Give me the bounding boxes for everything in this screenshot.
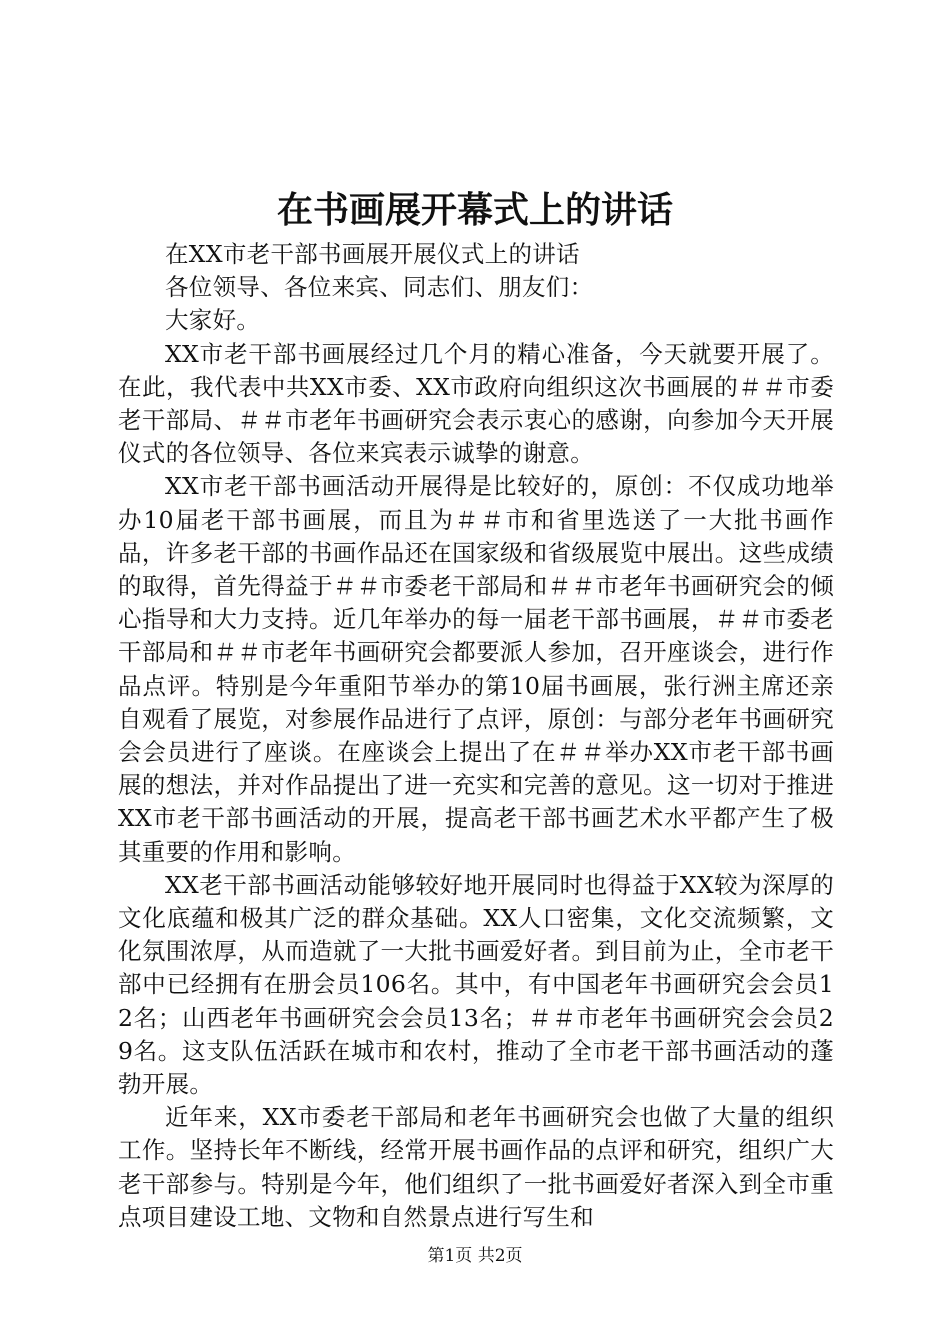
body-paragraph: XX市老干部书画展经过几个月的精心准备，今天就要开展了。在此，我代表中共XX市委、XX市政府向组织这次书画展的＃＃市委老干部局、＃＃市老年书画研究会表示衷心的感谢，向参加今天开展仪式的各位领导、各位来宾表示诚挚的谢意。 <box>118 339 834 468</box>
greeting: 大家好。 <box>165 306 261 335</box>
document-title: 在书画展开幕式上的讲话 <box>276 189 673 231</box>
speech-heading: 在XX市老干部书画展开展仪式上的讲话 <box>165 240 580 268</box>
salutation: 各位领导、各位来宾、同志们、朋友们： <box>165 273 594 302</box>
body-paragraph: 近年来，XX市委老干部局和老年书画研究会也做了大量的组织工作。坚持长年不断线，经常开展书画作品的点评和研究，组织广大老干部参与。特别是今年，他们组织了一批书画爱好者深入到全市重点项目建设工地、文物和自然景点进行写生和 <box>118 1103 834 1231</box>
body-paragraph: XX市老干部书画活动开展得是比较好的，原创：不仅成功地举办10届老干部书画展，而且为＃＃市和省里选送了一大批书画作品，许多老干部的书画作品还在国家级和省级展览中展出。这些成绩的取得，首先得益于＃＃市委老干部局和＃＃市老年书画研究会的倾心指导和大力支持。近几年举办的每一届老干部书画展，＃＃市委老干部局和＃＃市老年书画研究会都要派人参加，召开座谈会，进行作品点评。特别是今年重阳节举办的第10届书画展，张行洲主席还亲自观看了展览，对参展作品进行了点评，原创：与部分老年书画研究会会员进行了座谈。在座谈会上提出了在＃＃举办XX市老干部书画展的想法，并对作品提出了进一充实和完善的意见。这一切对于推进XX市老干部书画活动的开展，提高老干部书画艺术水平都产生了极其重要的作用和影响。 <box>118 472 834 866</box>
page-number-footer: 第1页 共2页 <box>427 1246 523 1266</box>
document-body <box>118 238 834 1234</box>
body-paragraph: XX老干部书画活动能够较好地开展同时也得益于XX较为深厚的文化底蕴和极其广泛的群众基础。XX人口密集，文化交流频繁，文化氛围浓厚，从而造就了一大批书画爱好者。到目前为止，全市老干部中已经拥有在册会员106名。其中，有中国老年书画研究会会员12名；山西老年书画研究会会员13名；＃＃市老年书画研究会会员29名。这支队伍活跃在城市和农村，推动了全市老干部书画活动的蓬勃开展。 <box>118 870 834 1099</box>
